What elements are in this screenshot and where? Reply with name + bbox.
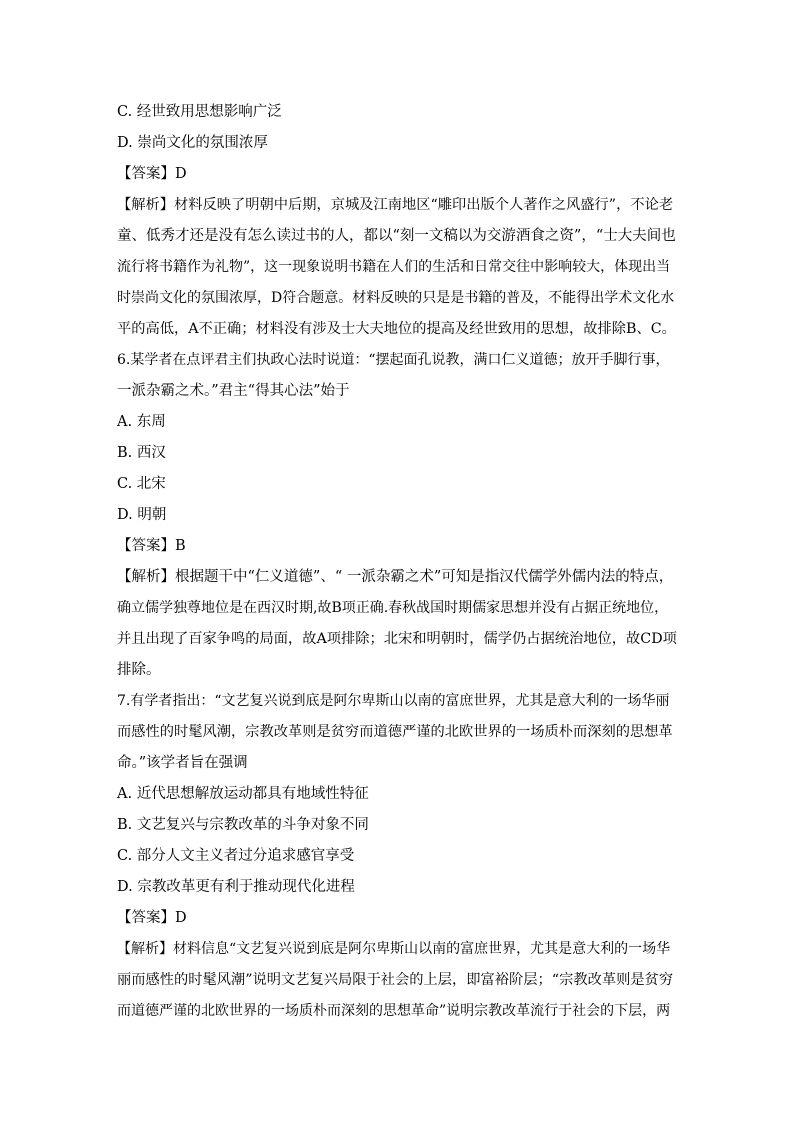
analysis-line: 时崇尚文化的氛围浓厚，D符合题意。材料反映的只是是书籍的普及，不能得出学术文化水 bbox=[117, 290, 675, 306]
analysis-line: 确立儒学独尊地位是在西汉时期,故B项正确.春秋战国时期儒家思想并没有占据正统地位， bbox=[117, 600, 669, 616]
analysis-line: 【解析】材料信息“文艺复兴说到底是阿尔卑斯山以南的富庶世界，尤其是意大利的一场华 bbox=[117, 941, 671, 957]
analysis-line: 【解析】材料反映了明朝中后期，京城及江南地区“雕印出版个人著作之风盛行”，不论老 bbox=[117, 197, 674, 213]
question-6-stem: 一派杂霸之术。”君主“得其心法”始于 bbox=[117, 383, 350, 399]
answer-label: 【答案】D bbox=[117, 910, 187, 926]
analysis-line: 流行将书籍作为礼物”，这一现象说明书籍在人们的生活和日常交往中影响较大，体现出当 bbox=[117, 259, 671, 275]
option-c: C. 经世致用思想影响广泛 bbox=[117, 104, 282, 120]
option-b: B. 文艺复兴与宗教改革的斗争对象不同 bbox=[117, 817, 369, 833]
option-b: B. 西汉 bbox=[117, 445, 166, 461]
analysis-line: 并且出现了百家争鸣的局面，故A项排除；北宋和明朝时，儒学仍占据统治地位，故CD项 bbox=[117, 631, 677, 647]
question-7-stem: 而感性的时髦风潮，宗教改革则是贫穷而道德严谨的北欧世界的一场质朴而深刻的思想革 bbox=[117, 724, 673, 740]
option-d: D. 崇尚文化的氛围浓厚 bbox=[117, 135, 268, 151]
option-c: C. 北宋 bbox=[117, 476, 166, 492]
analysis-line: 排除。 bbox=[117, 662, 161, 678]
question-7-stem: 命。”该学者旨在强调 bbox=[117, 755, 248, 771]
analysis-line: 平的高低，A不正确；材料没有涉及士大夫地位的提高及经世致用的思想，故排除B、C。 bbox=[117, 321, 676, 337]
analysis-line: 而道德严谨的北欧世界的一场质朴而深刻的思想革命”说明宗教改革流行于社会的下层，两 bbox=[117, 1003, 671, 1019]
question-6-stem: 6.某学者在点评君主们执政心法时说道：“摆起面孔说教，满口仁义道德；放开手脚行事， bbox=[117, 352, 670, 368]
option-a: A. 东周 bbox=[117, 414, 166, 430]
answer-label: 【答案】B bbox=[117, 538, 186, 554]
option-c: C. 部分人文主义者过分追求感官享受 bbox=[117, 848, 355, 864]
option-d: D. 宗教改革更有利于推动现代化进程 bbox=[117, 879, 355, 895]
answer-label: 【答案】D bbox=[117, 166, 187, 182]
option-a: A. 近代思想解放运动都具有地域性特征 bbox=[117, 786, 369, 802]
question-7-stem: 7.有学者指出：“文艺复兴说到底是阿尔卑斯山以南的富庶世界，尤其是意大利的一场华丽 bbox=[117, 693, 670, 709]
analysis-line: 童、低秀才还是没有怎么读过书的人，都以“刻一文稿以为交游酒食之资”，“士大夫间也 bbox=[117, 228, 676, 244]
analysis-line: 丽而感性的时髦风潮”说明文艺复兴局限于社会的上层，即富裕阶层；“宗教改革则是贫穷 bbox=[117, 972, 674, 988]
option-d: D. 明朝 bbox=[117, 507, 167, 523]
analysis-line: 【解析】根据题干中“仁义道德”、“ 一派杂霸之术”可知是指汉代儒学外儒内法的特点， bbox=[117, 569, 674, 585]
